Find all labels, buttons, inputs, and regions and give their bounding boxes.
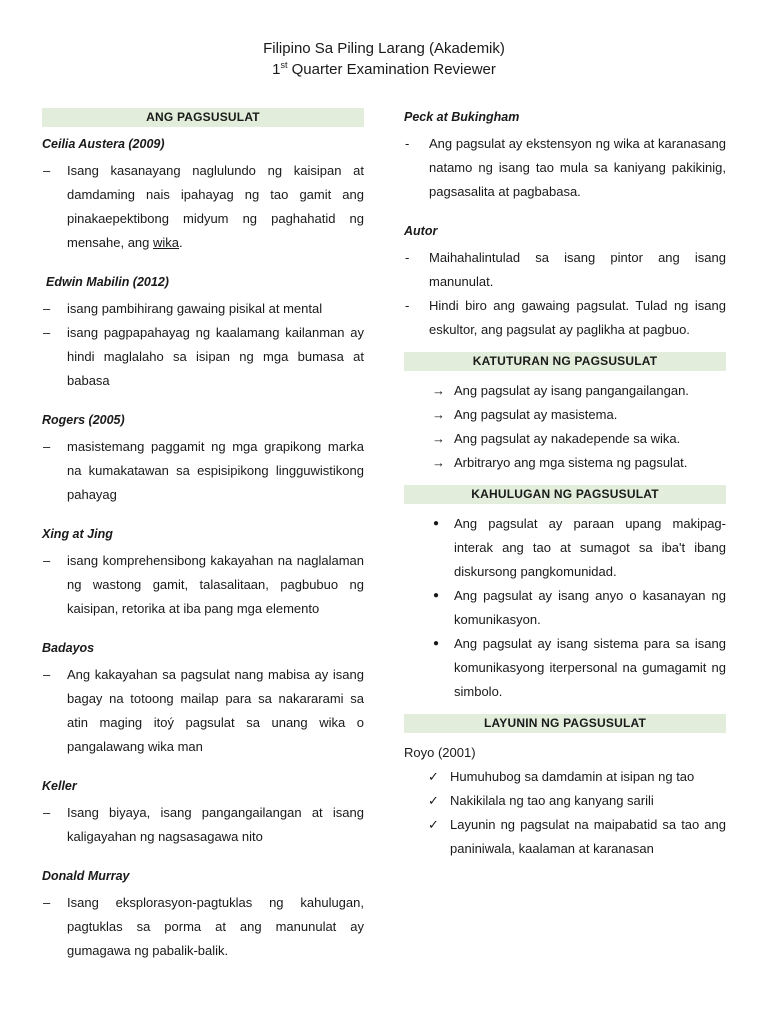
definition-item: [42, 549, 364, 621]
document-title: Filipino Sa Piling Larang (Akademik): [263, 40, 505, 57]
section-layunin: LAYUNIN NG PAGSUSULAT: [404, 714, 726, 733]
document-header: [0, 38, 768, 80]
author-keller: Keller: [42, 779, 77, 793]
check-icon: ✓: [428, 769, 439, 784]
definition-text: Maihahalintulad sa isang pintor ang isang manunulat.: [429, 250, 726, 289]
definition-item: [404, 294, 726, 342]
definition-item: [42, 891, 364, 963]
check-icon: ✓: [428, 817, 439, 832]
list-item-text: Ang pagsulat ay nakadepende sa wika.: [454, 431, 681, 446]
list-item: [404, 403, 726, 427]
definition-text: isang pambihirang gawaing pisikal at mental: [67, 301, 323, 316]
dash-marker: –: [43, 667, 51, 682]
author-autor: Autor: [404, 224, 438, 238]
definition-text: masistemang paggamit ng mga grapikong marka na kumakatawan sa espisipikong lingguwistikong pahayag: [67, 439, 364, 502]
dash-marker: –: [43, 895, 51, 910]
list-item-text: Ang pagsulat ay isang anyo o kasanayan ng komunikasyon.: [454, 588, 726, 627]
dash-marker: -: [405, 298, 410, 313]
definition-item: [404, 246, 726, 294]
layunin-source: Royo (2001): [404, 745, 476, 760]
list-item: [404, 584, 726, 632]
bullet-icon: ●: [433, 638, 440, 649]
austera-end: .: [179, 235, 183, 250]
author-peck: Peck at Bukingham: [404, 110, 520, 124]
list-item-text: Ang pagsulat ay paraan upang makipag-interak ang tao at sumagot sa iba't ibang diskursong pangkomunidad.: [454, 516, 726, 579]
left-column: [42, 108, 364, 963]
list-item: [404, 512, 726, 584]
arrow-icon: →: [432, 407, 445, 422]
dash-marker: –: [43, 325, 51, 340]
document-subtitle: [0, 59, 768, 80]
subtitle-rest: Quarter Examination Reviewer: [287, 61, 496, 78]
underlined-word: wika: [153, 235, 180, 250]
subtitle-superscript: st: [280, 60, 288, 70]
definition-item: [42, 297, 364, 321]
layunin-list: [404, 765, 726, 861]
dash-marker: -: [405, 136, 410, 151]
kahulugan-list: [404, 512, 726, 704]
list-item-text: Nakikilala ng tao ang kanyang sarili: [450, 793, 654, 808]
arrow-icon: →: [432, 383, 445, 398]
definition-text: isang pagpapahayag ng kaalamang kailanman ay hindi maglalaho sa isipan ng mga bumasa at babasa: [67, 325, 364, 388]
author-xing: Xing at Jing: [42, 527, 113, 541]
definition-text: Isang biyaya, isang pangangailangan at isang kaligayahan ng nagsasagawa nito: [67, 805, 364, 844]
definition-item: [42, 159, 364, 255]
definition-text: Ang kakayahan sa pagsulat nang mabisa ay isang bagay na totoong mailap para sa nakararami sa atin maging itoý pagsulat sa unang wika o pangalawang wika man: [67, 667, 364, 754]
list-item: [404, 789, 726, 813]
list-item-text: Arbitraryo ang mga sistema ng pagsulat.: [454, 455, 688, 470]
check-icon: ✓: [428, 793, 439, 808]
list-item-text: Humuhubog sa damdamin at isipan ng tao: [450, 769, 695, 784]
list-item-text: Ang pagsulat ay isang sistema para sa isang komunikasyong iterpersonal na gumagamit ng simbolo.: [454, 636, 726, 699]
section-kahulugan: KAHULUGAN NG PAGSUSULAT: [404, 485, 726, 504]
definition-text: isang komprehensibong kakayahan na naglalaman ng wastong gamit, talasalitaan, pagbubuo ng kaisipan, retorika at iba pang mga elemento: [67, 553, 364, 616]
author-mabilin: Edwin Mabilin (2012): [46, 275, 169, 289]
list-item-text: Layunin ng pagsulat na maipabatid sa tao ang paniniwala, kaalaman at karanasan: [450, 817, 726, 856]
definition-text: Ang pagsulat ay ekstensyon ng wika at karanasang natamo ng isang tao mula sa kaniyang pakikinig, pagsasalita at pagbabasa.: [429, 136, 726, 199]
definition-item: [42, 801, 364, 849]
author-murray: Donald Murray: [42, 869, 130, 883]
definition-text: Hindi biro ang gawaing pagsulat. Tulad ng isang eskultor, ang pagsulat ay paglikha at pagbuo.: [429, 298, 726, 337]
dash-marker: –: [43, 163, 51, 178]
definition-item: [404, 132, 726, 204]
section-katuturan: KATUTURAN NG PAGSUSULAT: [404, 352, 726, 371]
list-item: [404, 427, 726, 451]
subtitle-prefix: 1: [272, 61, 281, 78]
bullet-icon: ●: [433, 590, 440, 601]
list-item: [404, 379, 726, 403]
definition-item: [42, 663, 364, 759]
bullet-icon: ●: [433, 518, 440, 529]
arrow-icon: →: [432, 431, 445, 446]
dash-marker: –: [43, 301, 51, 316]
dash-marker: –: [43, 805, 51, 820]
list-item-text: Ang pagsulat ay isang pangangailangan.: [454, 383, 689, 398]
definition-item: [42, 321, 364, 393]
right-column: [404, 108, 726, 861]
list-item: [404, 813, 726, 861]
definition-item: [42, 435, 364, 507]
list-item: [404, 632, 726, 704]
austera-text: Isang kasanayang naglulundo ng kaisipan at damdaming nais ipahayag ng tao gamit ang pinakaepektibong midyum ng paghahatid ng mensahe, ang: [67, 163, 364, 250]
dash-marker: -: [405, 250, 410, 265]
list-item: [404, 765, 726, 789]
author-badayos: Badayos: [42, 641, 95, 655]
author-rogers: Rogers (2005): [42, 413, 125, 427]
dash-marker: –: [43, 553, 51, 568]
list-item: [404, 451, 726, 475]
katuturan-list: [404, 379, 726, 475]
arrow-icon: →: [432, 455, 445, 470]
section-ang-pagsusulat: ANG PAGSUSULAT: [42, 108, 364, 127]
list-item-text: Ang pagsulat ay masistema.: [454, 407, 618, 422]
author-austera: Ceilia Austera (2009): [42, 137, 165, 151]
definition-text: Isang eksplorasyon-pagtuklas ng kahulugan, pagtuklas sa porma at ang manunulat ay gumagawa ng pabalik-balik.: [67, 895, 364, 958]
dash-marker: –: [43, 439, 51, 454]
